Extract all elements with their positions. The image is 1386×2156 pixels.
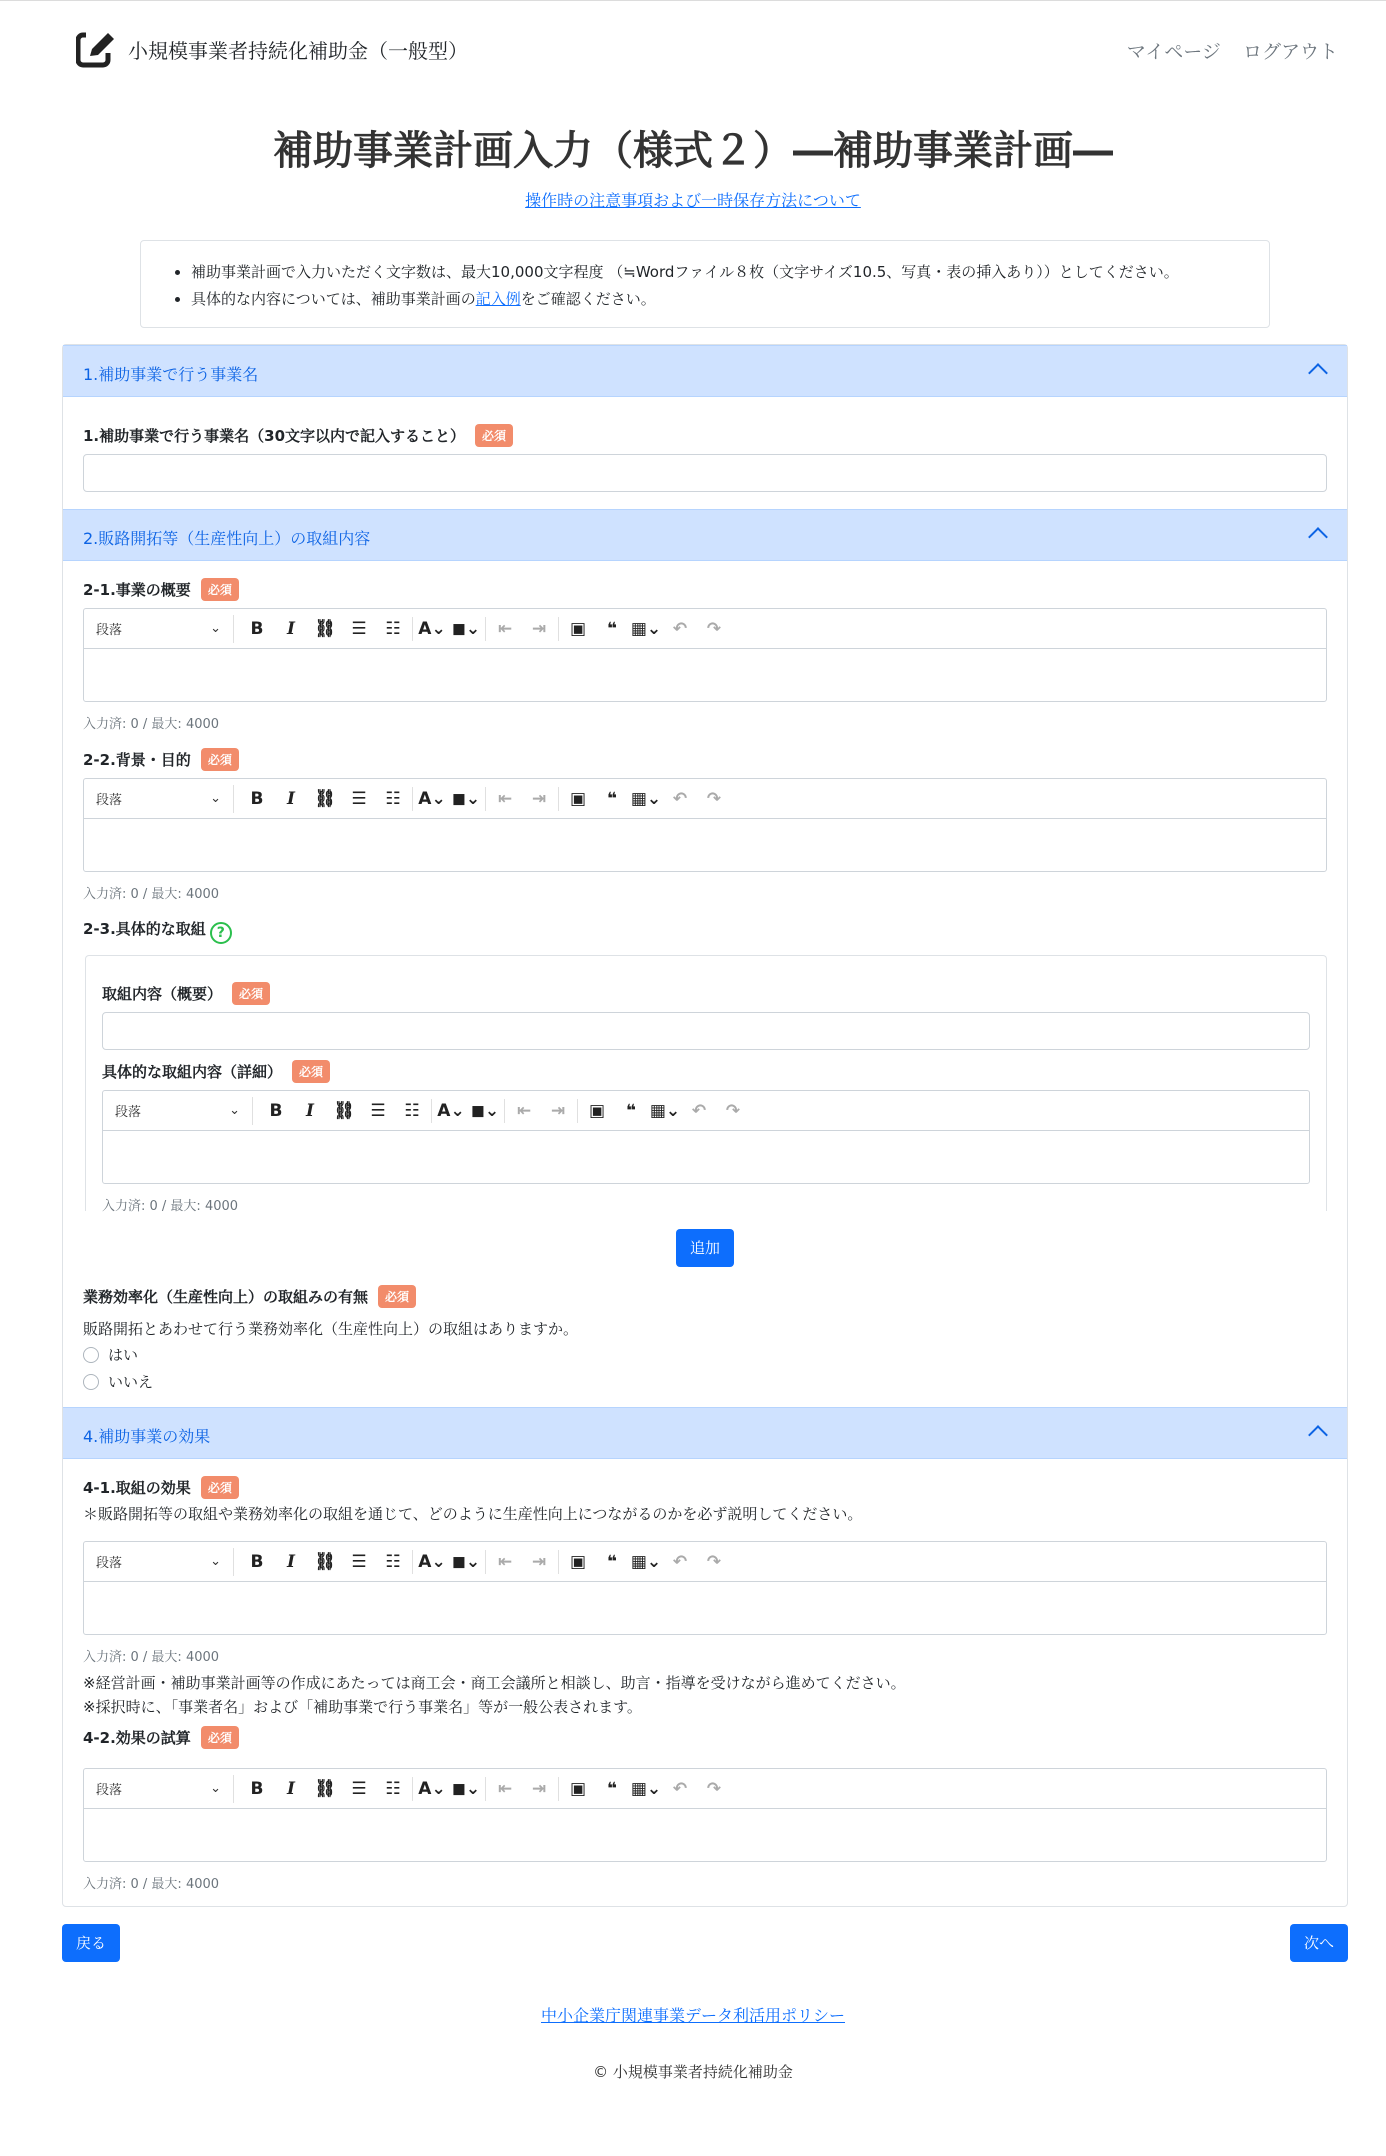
field-label-overview: 2-1.事業の概要 必須: [83, 578, 239, 601]
font-color-icon[interactable]: A⌄: [418, 618, 446, 639]
chevron-down-icon: ⌄: [210, 791, 221, 806]
redo-icon[interactable]: ↷: [706, 788, 722, 809]
italic-icon[interactable]: I: [287, 1551, 295, 1572]
section-2-header[interactable]: 2.販路開拓等（生産性向上）の取組内容: [63, 509, 1347, 561]
chevron-down-icon: ⌄: [210, 621, 221, 636]
background-color-icon[interactable]: ◼⌄: [451, 1551, 481, 1572]
chevron-up-icon[interactable]: [1308, 363, 1328, 383]
bold-icon[interactable]: B: [250, 788, 264, 809]
notice-box: [140, 240, 1270, 328]
background-color-icon[interactable]: ◼⌄: [451, 1778, 481, 1799]
required-badge: 必須: [292, 1060, 330, 1083]
outdent-icon[interactable]: ⇤: [497, 1778, 513, 1799]
effect-estimate-editor[interactable]: [83, 1768, 1327, 1862]
logout-link[interactable]: ログアウト: [1242, 41, 1338, 63]
field-label-action-detail: 具体的な取組内容（詳細） 必須: [102, 1060, 330, 1083]
redo-icon[interactable]: ↷: [706, 1778, 722, 1799]
char-counter: 入力済: 0 / 最大: 4000: [83, 1877, 220, 1892]
effect-note: ＊販路開拓等の取組や業務効率化の取組を通じて、どのように生産性向上につながるのかを必ず説明してください。: [83, 1505, 863, 1523]
bulleted-list-icon[interactable]: ☰: [351, 788, 367, 809]
font-color-icon[interactable]: A⌄: [418, 1551, 446, 1572]
publication-note: ※採択時に、「事業者名」および「補助事業で行う事業名」等が一般公表されます。: [83, 1698, 642, 1716]
redo-icon[interactable]: ↷: [706, 1551, 722, 1572]
required-badge: 必須: [201, 1726, 239, 1749]
radio-circle-icon: [83, 1374, 99, 1390]
editor-toolbar: [84, 779, 1326, 819]
numbered-list-icon[interactable]: ☷: [385, 618, 401, 639]
editor-toolbar: [103, 1091, 1309, 1131]
business-name-input[interactable]: [83, 454, 1327, 492]
outdent-icon[interactable]: ⇤: [497, 788, 513, 809]
radio-no[interactable]: いいえ: [83, 1371, 153, 1392]
help-question-icon[interactable]: ?: [210, 922, 232, 944]
required-badge: 必須: [201, 1476, 239, 1499]
field-label-effect-estimate: 4-2.効果の試算 必須: [83, 1726, 239, 1749]
next-button[interactable]: 次へ: [1290, 1924, 1348, 1962]
example-link[interactable]: 記入例: [475, 290, 521, 308]
image-icon[interactable]: ▣: [569, 1778, 587, 1799]
font-color-icon[interactable]: A⌄: [437, 1100, 465, 1121]
link-icon[interactable]: ⛓: [314, 788, 336, 809]
field-label-effect: 4-1.取組の効果 必須: [83, 1476, 239, 1499]
background-editor[interactable]: [83, 778, 1327, 872]
notice-item: • 補助事業計画で入力いただく文字数は、最大10,000文字程度 （≒Wordファイル８枚（文字サイズ10.5、写真・表の挿入あり））としてください。: [191, 259, 1269, 286]
paragraph-select[interactable]: 段落 ⌄: [96, 1775, 234, 1803]
undo-icon[interactable]: ↶: [672, 618, 688, 639]
quote-icon[interactable]: ❝: [607, 788, 617, 809]
paragraph-select[interactable]: 段落 ⌄: [96, 1548, 234, 1576]
numbered-list-icon[interactable]: ☷: [385, 1778, 401, 1799]
indent-icon[interactable]: ⇥: [531, 1551, 547, 1572]
image-icon[interactable]: ▣: [569, 788, 587, 809]
undo-icon[interactable]: ↶: [672, 1551, 688, 1572]
required-badge: 必須: [232, 982, 270, 1005]
quote-icon[interactable]: ❝: [607, 618, 617, 639]
font-color-icon[interactable]: A⌄: [418, 1778, 446, 1799]
redo-icon[interactable]: ↷: [706, 618, 722, 639]
quote-icon[interactable]: ❝: [607, 1778, 617, 1799]
radio-circle-icon: [83, 1347, 99, 1363]
table-icon[interactable]: ▦⌄: [630, 788, 662, 809]
bold-icon[interactable]: B: [250, 1778, 264, 1799]
bulleted-list-icon[interactable]: ☰: [351, 1551, 367, 1572]
numbered-list-icon[interactable]: ☷: [385, 788, 401, 809]
bold-icon[interactable]: B: [269, 1100, 283, 1121]
header-nav: [1111, 37, 1338, 64]
char-counter: 入力済: 0 / 最大: 4000: [83, 887, 220, 902]
copyright: © 小規模事業者持続化補助金: [593, 2063, 793, 2081]
section-1-header[interactable]: 1.補助事業で行う事業名: [63, 345, 1347, 397]
edit-logo-icon: [76, 29, 116, 69]
field-label-business-name: 1.補助事業で行う事業名（30文字以内で記入すること） 必須: [83, 424, 513, 447]
indent-icon[interactable]: ⇥: [550, 1100, 566, 1121]
required-badge: 必須: [201, 578, 239, 601]
outdent-icon[interactable]: ⇤: [516, 1100, 532, 1121]
italic-icon[interactable]: I: [287, 1778, 295, 1799]
indent-icon[interactable]: ⇥: [531, 788, 547, 809]
undo-icon[interactable]: ↶: [691, 1100, 707, 1121]
efficiency-question: 販路開拓とあわせて行う業務効率化（生産性向上）の取組はありますか。: [83, 1320, 579, 1338]
undo-icon[interactable]: ↶: [672, 788, 688, 809]
italic-icon[interactable]: I: [287, 788, 295, 809]
editor-toolbar: [84, 1542, 1326, 1582]
outdent-icon[interactable]: ⇤: [497, 618, 513, 639]
editor-toolbar: [84, 609, 1326, 649]
form-card: [62, 344, 1348, 1907]
site-title: 小規模事業者持続化補助金（一般型）: [128, 39, 468, 63]
action-summary-input[interactable]: [102, 1012, 1310, 1050]
section-4-header[interactable]: 4.補助事業の効果: [63, 1407, 1347, 1459]
field-label-efficiency: 業務効率化（生産性向上）の取組みの有無 必須: [83, 1285, 416, 1308]
bulleted-list-icon[interactable]: ☰: [370, 1100, 386, 1121]
outdent-icon[interactable]: ⇤: [497, 1551, 513, 1572]
font-color-icon[interactable]: A⌄: [418, 788, 446, 809]
page-title: 補助事業計画入力（様式２）―補助事業計画―: [273, 128, 1113, 174]
italic-icon[interactable]: I: [287, 618, 295, 639]
chevron-down-icon: ⌄: [210, 1781, 221, 1796]
action-detail-editor[interactable]: [102, 1090, 1310, 1184]
field-label-specific-actions: 2-3.具体的な取組 ?: [83, 918, 232, 944]
required-badge: 必須: [475, 424, 513, 447]
quote-icon[interactable]: ❝: [626, 1100, 636, 1121]
add-button[interactable]: 追加: [676, 1229, 734, 1267]
effect-editor[interactable]: [83, 1541, 1327, 1635]
paragraph-select[interactable]: 段落 ⌄: [96, 615, 234, 643]
mypage-link[interactable]: マイページ: [1126, 41, 1221, 63]
paragraph-select[interactable]: 段落 ⌄: [115, 1097, 253, 1125]
background-color-icon[interactable]: ◼⌄: [451, 618, 481, 639]
field-label-action-summary: 取組内容（概要） 必須: [102, 982, 270, 1005]
background-color-icon[interactable]: ◼⌄: [470, 1100, 500, 1121]
bold-icon[interactable]: B: [250, 618, 264, 639]
bold-icon[interactable]: B: [250, 1551, 264, 1572]
image-icon[interactable]: ▣: [569, 618, 587, 639]
chevron-up-icon[interactable]: [1308, 527, 1328, 547]
table-icon[interactable]: ▦⌄: [649, 1100, 681, 1121]
overview-editor[interactable]: [83, 608, 1327, 702]
required-badge: 必須: [201, 748, 239, 771]
paragraph-select[interactable]: 段落 ⌄: [96, 785, 234, 813]
table-icon[interactable]: ▦⌄: [630, 618, 662, 639]
specific-actions-box: [85, 955, 1327, 1214]
chevron-up-icon[interactable]: [1308, 1425, 1328, 1445]
numbered-list-icon[interactable]: ☷: [385, 1551, 401, 1572]
data-policy-link[interactable]: 中小企業庁関連事業データ利活用ポリシー: [540, 2006, 845, 2025]
chevron-down-icon: ⌄: [210, 1554, 221, 1569]
link-icon[interactable]: ⛓: [314, 1551, 336, 1572]
char-counter: 入力済: 0 / 最大: 4000: [83, 717, 220, 732]
image-icon[interactable]: ▣: [569, 1551, 587, 1572]
chevron-down-icon: ⌄: [229, 1103, 240, 1118]
consult-note: ※経営計画・補助事業計画等の作成にあたっては商工会・商工会議所と相談し、助言・指導を受けながら進めてください。: [83, 1674, 906, 1692]
bulleted-list-icon[interactable]: ☰: [351, 618, 367, 639]
redo-icon[interactable]: ↷: [725, 1100, 741, 1121]
char-counter: 入力済: 0 / 最大: 4000: [83, 1650, 220, 1665]
bulleted-list-icon[interactable]: ☰: [351, 1778, 367, 1799]
link-icon[interactable]: ⛓: [333, 1100, 355, 1121]
link-icon[interactable]: ⛓: [314, 618, 336, 639]
editor-toolbar: [84, 1769, 1326, 1809]
radio-yes[interactable]: はい: [83, 1344, 138, 1365]
indent-icon[interactable]: ⇥: [531, 618, 547, 639]
back-button[interactable]: 戻る: [62, 1924, 120, 1962]
header: [0, 1, 1386, 97]
indent-icon[interactable]: ⇥: [531, 1778, 547, 1799]
notice-item: • 具体的な内容については、補助事業計画の記入例をご確認ください。: [191, 286, 1269, 313]
numbered-list-icon[interactable]: ☷: [404, 1100, 420, 1121]
table-icon[interactable]: ▦⌄: [630, 1778, 662, 1799]
italic-icon[interactable]: I: [306, 1100, 314, 1121]
image-icon[interactable]: ▣: [588, 1100, 606, 1121]
required-badge: 必須: [378, 1285, 416, 1308]
undo-icon[interactable]: ↶: [672, 1778, 688, 1799]
char-counter: 入力済: 0 / 最大: 4000: [102, 1199, 239, 1214]
table-icon[interactable]: ▦⌄: [630, 1551, 662, 1572]
background-color-icon[interactable]: ◼⌄: [451, 788, 481, 809]
link-icon[interactable]: ⛓: [314, 1778, 336, 1799]
quote-icon[interactable]: ❝: [607, 1551, 617, 1572]
help-link[interactable]: 操作時の注意事項および一時保存方法について: [525, 191, 861, 210]
field-label-background: 2-2.背景・目的 必須: [83, 748, 239, 771]
